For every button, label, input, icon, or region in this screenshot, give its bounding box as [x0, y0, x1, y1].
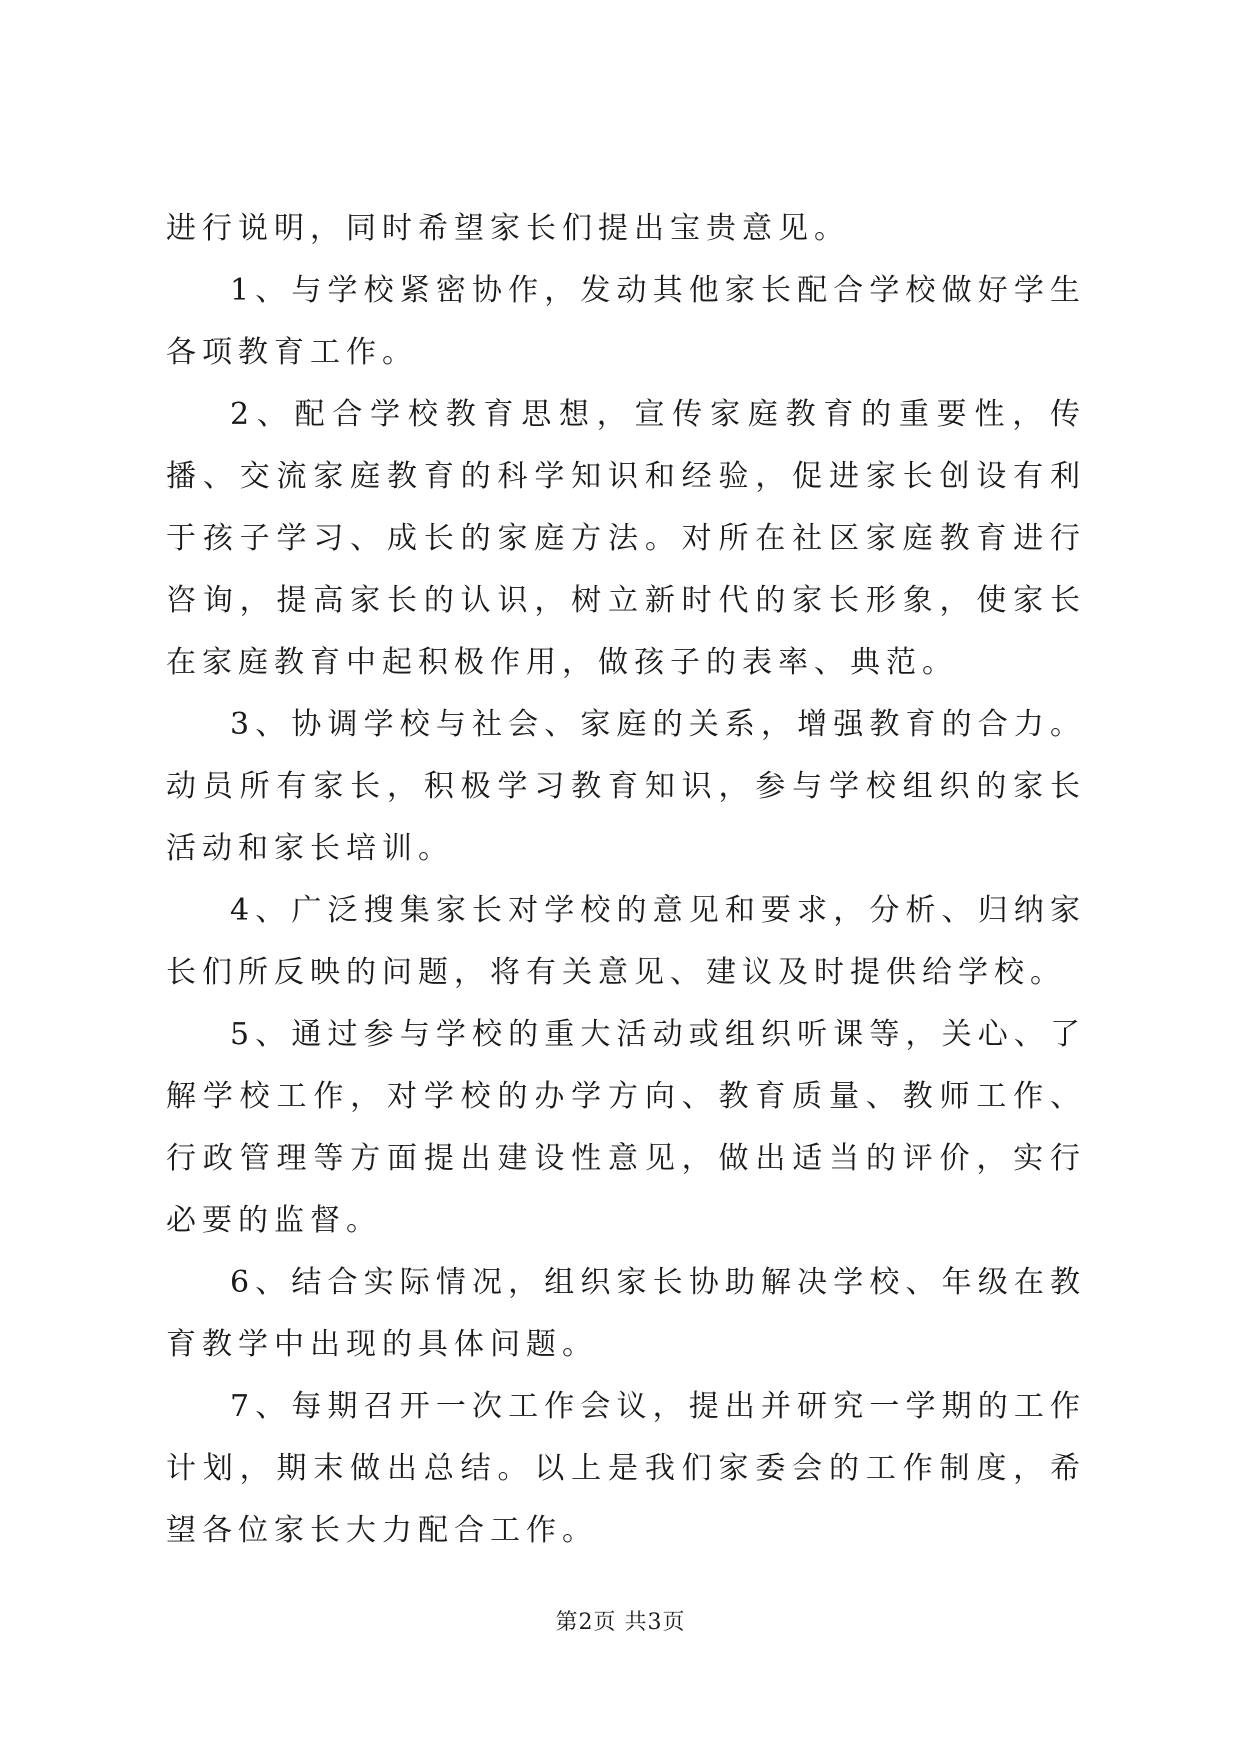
paragraph-continuation: 进行说明，同时希望家长们提出宝贵意见。: [166, 211, 850, 246]
paragraph-item-7: 7、每期召开一次工作会议，提出并研究一学期的工作计划，期末做出总结。以上是我们家委会的工作制度，希望各位家长大力配合工作。: [166, 1389, 1086, 1548]
document-body: [166, 198, 1086, 1562]
paragraph-item-2: 2、配合学校教育思想，宣传家庭教育的重要性，传播、交流家庭教育的科学知识和经验，促进家长创设有利于孩子学习、成长的家庭方法。对所在社区家庭教育进行咨询，提高家长的认识，树立新时代的家长形象，使家长在家庭教育中起积极作用，做孩子的表率、典范。: [166, 397, 1086, 680]
paragraph-item-5: 5、通过参与学校的重大活动或组织听课等，关心、了解学校工作，对学校的办学方向、教育质量、教师工作、行政管理等方面提出建设性意见，做出适当的评价，实行必要的监督。: [166, 1017, 1086, 1238]
paragraph-item-3: 3、协调学校与社会、家庭的关系，增强教育的合力。动员所有家长，积极学习教育知识，参与学校组织的家长活动和家长培训。: [166, 707, 1086, 866]
paragraph-item-4: 4、广泛搜集家长对学校的意见和要求，分析、归纳家长们所反映的问题，将有关意见、建议及时提供给学校。: [166, 893, 1086, 990]
page-number-footer: 第2页 共3页: [555, 1610, 686, 1635]
paragraph-item-6: 6、结合实际情况，组织家长协助解决学校、年级在教育教学中出现的具体问题。: [166, 1265, 1086, 1362]
paragraph-item-1: 1、与学校紧密协作，发动其他家长配合学校做好学生各项教育工作。: [166, 273, 1086, 370]
